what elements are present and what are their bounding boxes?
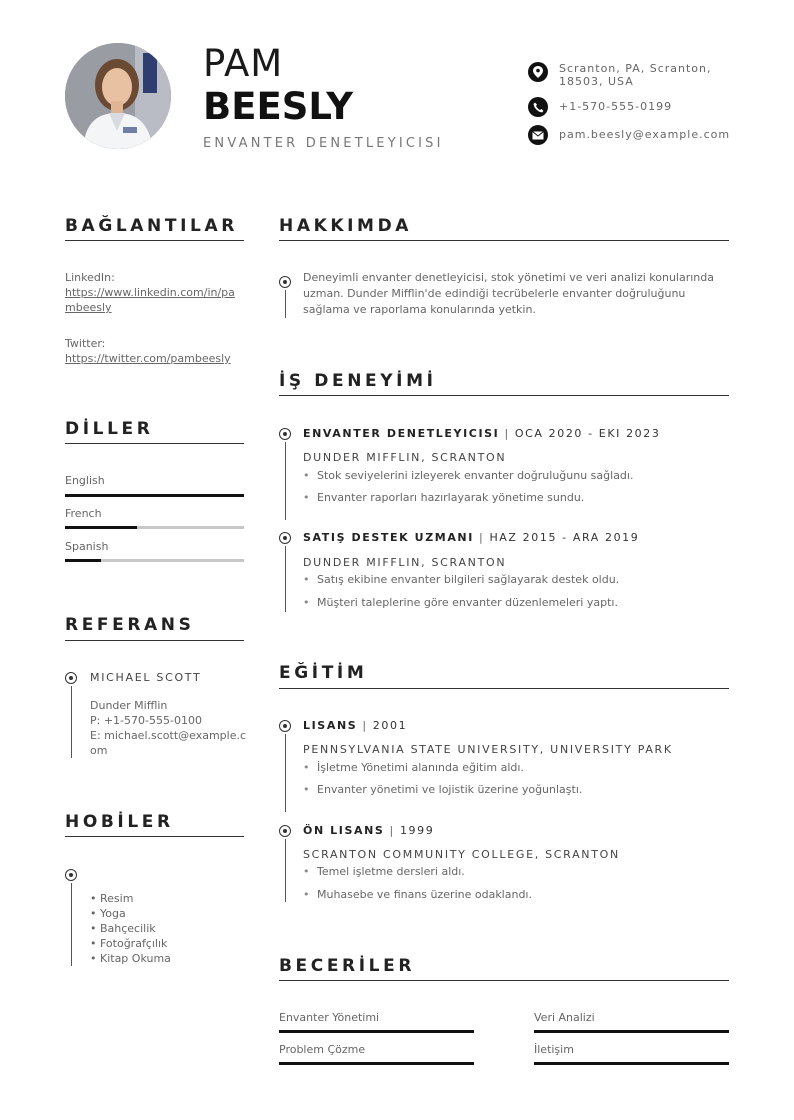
reference-phone: P: +1-570-555-0100	[90, 714, 202, 727]
timeline-line	[71, 686, 72, 758]
last-name: BEESLY	[203, 85, 354, 128]
timeline-marker-icon	[279, 276, 291, 288]
separator: |	[384, 824, 400, 837]
timeline-line	[285, 442, 286, 520]
job-bullet: • Envanter raporları hazırlayarak yönetime sundu.	[303, 491, 584, 504]
skill-level-bar	[534, 1030, 729, 1033]
job-bullet: • Stok seviyelerini izleyerek envanter doğruluğunu sağladı.	[303, 469, 633, 482]
section-heading-skills: BECERİLER	[279, 956, 416, 976]
experience-title	[303, 531, 639, 544]
location-pin-icon	[528, 62, 548, 82]
section-divider	[279, 980, 729, 981]
hobby-item: • Bahçecilik	[90, 922, 156, 935]
skill-level-bar	[279, 1030, 474, 1033]
graduation-year: 1999	[399, 824, 435, 837]
section-divider	[65, 240, 244, 241]
language-name: Spanish	[65, 540, 109, 553]
reference-email-cont: om	[90, 744, 108, 757]
school-name: SCRANTON COMMUNITY COLLEGE, SCRANTON	[303, 848, 620, 861]
phone-icon	[528, 97, 548, 117]
education-bullet: • Muhasebe ve finans üzerine odaklandı.	[303, 888, 532, 901]
linkedin-url-cont[interactable]: mbeesly	[65, 301, 112, 314]
twitter-url[interactable]: https://twitter.com/pambeesly	[65, 352, 231, 365]
job-dates: HAZ 2015 - ARA 2019	[489, 531, 640, 544]
language-name: French	[65, 507, 102, 520]
language-name: English	[65, 474, 105, 487]
job-dates: OCA 2020 - EKI 2023	[514, 427, 661, 440]
skill-name: Veri Analizi	[534, 1011, 595, 1024]
address-text: Scranton, PA, Scranton, 18503, USA	[559, 62, 712, 88]
section-heading-hobbies: HOBİLER	[65, 812, 174, 832]
education-bullet: • Temel işletme dersleri aldı.	[303, 865, 465, 878]
language-level-fill	[65, 526, 137, 529]
section-divider	[65, 836, 244, 837]
language-level-bar	[65, 526, 244, 529]
timeline-marker-icon	[279, 532, 291, 544]
timeline-line	[285, 734, 286, 812]
education-title	[303, 824, 434, 837]
hobby-list	[90, 891, 171, 966]
reference-name: MICHAEL SCOTT	[90, 671, 202, 684]
reference-company: Dunder Mifflin	[90, 699, 168, 712]
degree: ÖN LISANS	[303, 824, 385, 837]
timeline-line	[285, 546, 286, 612]
section-divider	[279, 395, 729, 396]
linkedin-label: LinkedIn:	[65, 271, 115, 284]
profile-photo	[65, 43, 171, 149]
skill-name: İletişim	[534, 1043, 574, 1056]
section-heading-references: REFERANS	[65, 615, 195, 635]
reference-email: E: michael.scott@example.c	[90, 729, 247, 742]
separator: |	[499, 427, 515, 440]
job-role: SATIŞ DESTEK UZMANI	[303, 531, 474, 544]
separator: |	[357, 719, 373, 732]
language-level-bar	[65, 494, 244, 497]
timeline-line	[285, 290, 286, 318]
contact-phone	[528, 97, 729, 117]
section-heading-languages: DİLLER	[65, 419, 154, 439]
email-icon	[528, 125, 548, 145]
link-linkedin	[65, 270, 245, 315]
contact-address	[528, 62, 729, 88]
section-heading-education: EĞİTİM	[279, 663, 368, 683]
skill-level-bar	[279, 1062, 474, 1065]
graduation-year: 2001	[372, 719, 408, 732]
person-photo-illustration	[65, 43, 171, 149]
timeline-marker-icon	[279, 428, 291, 440]
education-bullet: • İşletme Yönetimi alanında eğitim aldı.	[303, 761, 524, 774]
degree: LISANS	[303, 719, 358, 732]
timeline-marker-icon	[279, 720, 291, 732]
section-divider	[65, 640, 244, 641]
about-line: sağlama ve raporlama konularında yetkin.	[303, 303, 536, 316]
first-name: PAM	[203, 42, 284, 85]
hobby-item: • Yoga	[90, 907, 126, 920]
section-heading-links: BAĞLANTILAR	[65, 216, 238, 236]
email-text: pam.beesly@example.com	[559, 128, 731, 141]
skill-name: Problem Çözme	[279, 1043, 366, 1056]
skill-name: Envanter Yönetimi	[279, 1011, 380, 1024]
section-heading-experience: İŞ DENEYİMİ	[279, 371, 437, 391]
school-name: PENNSYLVANIA STATE UNIVERSITY, UNIVERSITY PARK	[303, 743, 673, 756]
education-bullet: • Envanter yönetimi ve lojistik üzerine yoğunlaştı.	[303, 783, 582, 796]
about-line: Deneyimli envanter denetleyicisi, stok yönetimi ve veri analizi konularında	[303, 271, 715, 284]
job-company: DUNDER MIFFLIN, SCRANTON	[303, 556, 507, 569]
timeline-line	[285, 839, 286, 902]
linkedin-url[interactable]: https://www.linkedin.com/in/pa	[65, 286, 235, 299]
hobby-item: • Kitap Okuma	[90, 952, 171, 965]
link-twitter	[65, 336, 245, 366]
hobby-item: • Fotoğrafçılık	[90, 937, 168, 950]
timeline-marker-icon	[279, 825, 291, 837]
job-bullet: • Müşteri taleplerine göre envanter düzenlemeleri yaptı.	[303, 596, 618, 609]
about-line: uzman. Dunder Mifflin'de edindiği tecrübelerle envanter doğruluğunu	[303, 287, 686, 300]
experience-title	[303, 427, 660, 440]
section-divider	[279, 240, 729, 241]
reference-details	[90, 698, 250, 758]
job-bullet: • Satış ekibine envanter bilgileri sağlayarak destek oldu.	[303, 573, 619, 586]
section-divider	[65, 443, 244, 444]
timeline-marker-icon	[65, 672, 77, 684]
language-level-fill	[65, 494, 244, 497]
section-heading-about: HAKKIMDA	[279, 216, 413, 236]
about-text	[303, 270, 723, 318]
contact-email	[528, 125, 729, 145]
timeline-marker-icon	[65, 869, 77, 881]
hobby-item: • Resim	[90, 892, 134, 905]
job-title: ENVANTER DENETLEYICISI	[203, 136, 444, 151]
phone-text: +1-570-555-0199	[559, 100, 673, 113]
language-level-fill	[65, 559, 101, 562]
job-role: ENVANTER DENETLEYICISI	[303, 427, 500, 440]
language-level-bar	[65, 559, 244, 562]
separator: |	[473, 531, 490, 544]
skill-level-bar	[534, 1062, 729, 1065]
timeline-line	[71, 883, 72, 966]
section-divider	[279, 688, 729, 689]
job-company: DUNDER MIFFLIN, SCRANTON	[303, 451, 507, 464]
education-title	[303, 719, 407, 732]
twitter-label: Twitter:	[65, 337, 106, 350]
